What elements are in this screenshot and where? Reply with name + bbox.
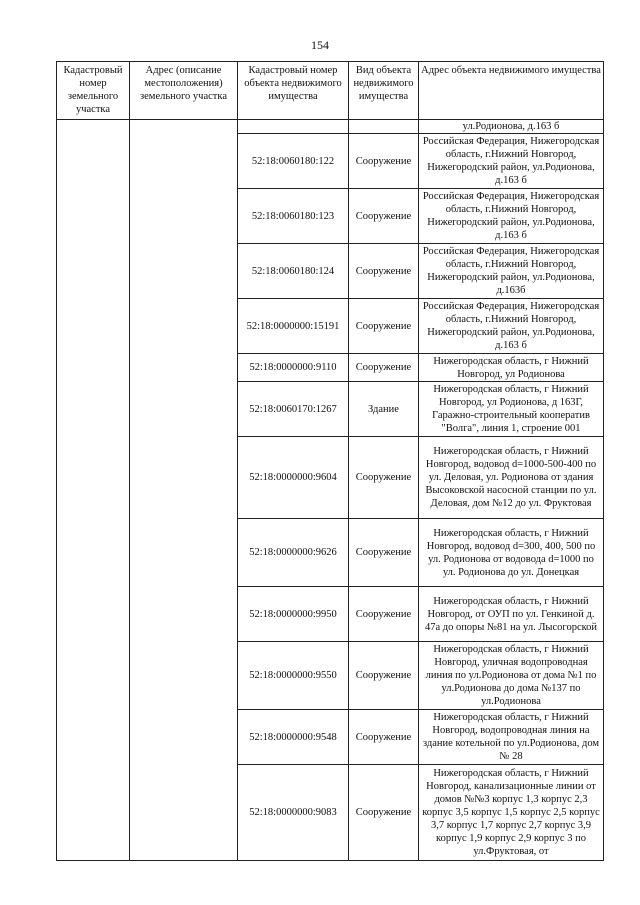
object-cadastral-number-cell: 52:18:0000000:9548	[238, 710, 349, 765]
object-cadastral-number-cell: 52:18:0060170:1267	[238, 382, 349, 437]
land-cadastral-number-cell	[57, 120, 130, 861]
table-body	[57, 120, 604, 861]
object-cadastral-number-cell: 52:18:0000000:9550	[238, 642, 349, 710]
object-cadastral-number-cell: 52:18:0060180:124	[238, 244, 349, 299]
object-address-cell: ул.Родионова, д.163 б	[419, 120, 604, 134]
object-address-cell: Российская Федерация, Нижегородская область, г.Нижний Новгород, Нижегородский район, ул.Родионова, д.163б	[419, 244, 604, 299]
header-object-address: Адрес объекта недвижимого имущества	[419, 62, 604, 120]
object-type-cell: Сооружение	[349, 134, 419, 189]
object-type-cell	[349, 120, 419, 134]
land-address-cell	[130, 120, 238, 861]
object-cadastral-number-cell: 52:18:0000000:15191	[238, 299, 349, 354]
object-cadastral-number-cell	[238, 120, 349, 134]
header-row	[57, 62, 604, 120]
page-number: 154	[311, 38, 329, 52]
object-address-cell: Российская Федерация, Нижегородская область, г.Нижний Новгород, Нижегородский район, ул.Родионова, д.163 б	[419, 299, 604, 354]
object-type-cell: Сооружение	[349, 642, 419, 710]
header-land-cadastral-number: Кадастровый номер земельного участка	[57, 62, 130, 120]
header-land-address: Адрес (описание местоположения) земельного участка	[130, 62, 238, 120]
object-address-cell: Российская Федерация, Нижегородская область, г.Нижний Новгород, Нижегородский район, ул.Родионова, д.163 б	[419, 134, 604, 189]
table-row-continuation	[57, 120, 604, 134]
object-address-cell: Нижегородская область, г Нижний Новгород, ул Родионова	[419, 354, 604, 382]
object-address-cell: Нижегородская область, г Нижний Новгород, водовод d=300, 400, 500 по ул. Родионова от водовода d=1000 по ул. Родионова до ул. Донецкая	[419, 519, 604, 587]
object-address-cell: Нижегородская область, г Нижний Новгород, водопроводная линия на здание котельной по ул.Родионова, дом № 28	[419, 710, 604, 765]
object-type-cell: Сооружение	[349, 189, 419, 244]
object-cadastral-number-cell: 52:18:0000000:9110	[238, 354, 349, 382]
header-object-type: Вид объекта недвижимого имущества	[349, 62, 419, 120]
object-type-cell: Здание	[349, 382, 419, 437]
table-header	[57, 62, 604, 120]
object-cadastral-number-cell: 52:18:0000000:9083	[238, 765, 349, 861]
object-address-cell: Нижегородская область, г Нижний Новгород, от ОУП по ул. Генкиной д. 47а до опоры №81 на ул. Лысогорской	[419, 587, 604, 642]
header-object-cadastral-number: Кадастровый номер объекта недвижимого имущества	[238, 62, 349, 120]
object-cadastral-number-cell: 52:18:0000000:9604	[238, 437, 349, 519]
object-type-cell: Сооружение	[349, 587, 419, 642]
object-cadastral-number-cell: 52:18:0000000:9950	[238, 587, 349, 642]
object-type-cell: Сооружение	[349, 765, 419, 861]
object-cadastral-number-cell: 52:18:0000000:9626	[238, 519, 349, 587]
object-cadastral-number-cell: 52:18:0060180:123	[238, 189, 349, 244]
object-type-cell: Сооружение	[349, 519, 419, 587]
object-address-cell: Нижегородская область, г Нижний Новгород, водовод d=1000-500-400 по ул. Деловая, ул. Родионова от здания Высоковской насосной станции по ул. Деловая, дом №12 до ул. Фруктовая	[419, 437, 604, 519]
object-type-cell: Сооружение	[349, 244, 419, 299]
registry-table	[56, 61, 604, 861]
object-type-cell: Сооружение	[349, 299, 419, 354]
object-address-cell: Нижегородская область, г Нижний Новгород, канализационные линии от домов №№3 корпус 1,3 корпус 2,3 корпус 3,5 корпус 1,5 корпус 2,5 корпус 3,7 корпус 1,7 корпус 2,7 корпус 3,9 корпус 1,9 корпус 2,9 корпус 3 по ул.Фруктовая, от	[419, 765, 604, 861]
object-address-cell: Нижегородская область, г Нижний Новгород, уличная водопроводная линия по ул.Родионова от дома №1 по ул.Родионова до дома №137 по ул.Родионова	[419, 642, 604, 710]
object-address-cell: Нижегородская область, г Нижний Новгород, ул Родионова, д 163Г, Гаражно-строительный кооператив "Волга", линия 1, строение 001	[419, 382, 604, 437]
object-type-cell: Сооружение	[349, 354, 419, 382]
object-address-cell: Российская Федерация, Нижегородская область, г.Нижний Новгород, Нижегородский район, ул.Родионова, д.163 б	[419, 189, 604, 244]
object-type-cell: Сооружение	[349, 710, 419, 765]
object-cadastral-number-cell: 52:18:0060180:122	[238, 134, 349, 189]
object-type-cell: Сооружение	[349, 437, 419, 519]
